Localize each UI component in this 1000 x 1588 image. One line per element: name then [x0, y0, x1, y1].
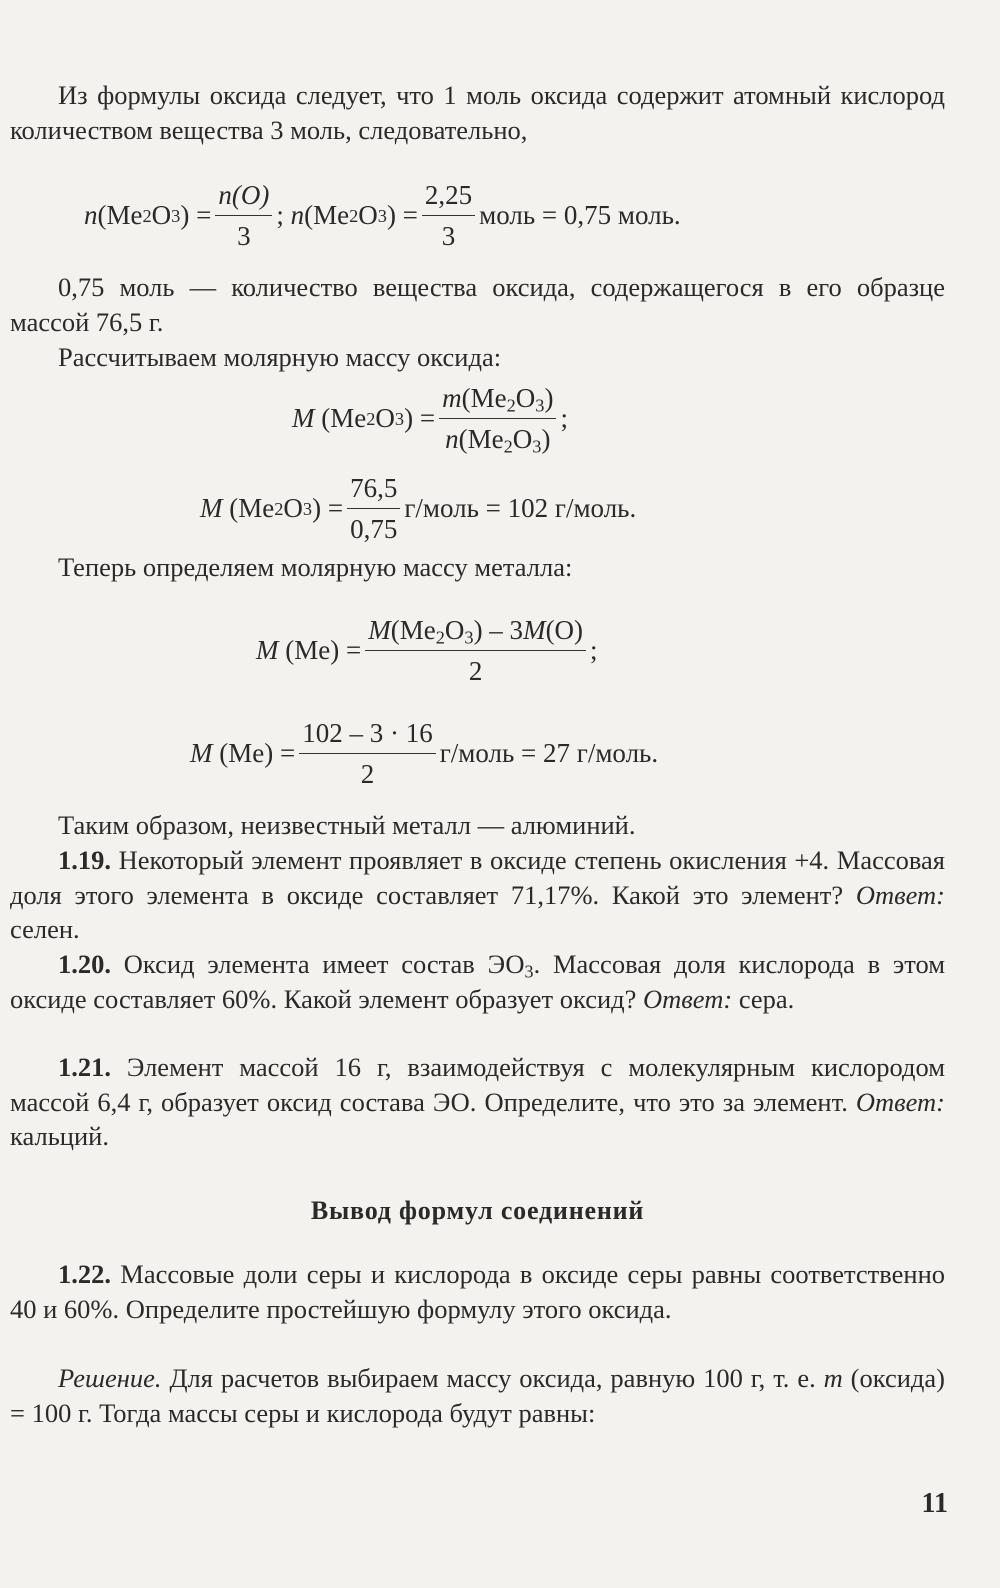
fraction-metal: $\frac{M(Me_2O_3) - 3M(O)}{2}$ [365, 612, 586, 689]
fraction-102: $\frac{102 - 3 \cdot 16}{2}$ [299, 715, 436, 792]
paragraph-intro: Из формулы оксида следует, что 1 моль оксида содержит атомный кислород количеством вещества 3 моль, следовательно, [10, 80, 945, 145]
fraction-2-25: $\frac{2,25}{3}$ [422, 177, 475, 254]
paragraph-moles-result: 0,75 моль — количество вещества оксида, содержащегося в его образце массой 76,5 г. [10, 272, 945, 337]
paragraph-molar-mass: Рассчитываем молярную массу оксида: [58, 342, 502, 372]
equation-metal-value: M (Me) = $\frac{102 - 3 \cdot 16}{2}$ г/моль = 27 г/моль. [190, 715, 658, 792]
task-1-22: 1.22. Массовые доли серы и кислорода в оксиде серы равны соответственно 40 и 60%. Определите простейшую формулу этого оксида. [10, 1259, 945, 1324]
equation-metal-formula: M (Me) = $\frac{M(Me_2O_3) - 3M(O)}{2}$ ; [256, 612, 598, 689]
task-1-19: 1.19. Некоторый элемент проявляет в оксиде степень окисления +4. Массовая доля этого элемента в оксиде составляет 71,17%. Какой это элемент? Ответ: селен. [10, 845, 945, 944]
section-heading: Вывод формул соединений [310, 1196, 645, 1225]
task-1-21: 1.21. Элемент массой 16 г, взаимодействуя с молекулярным кислородом массой 6,4 г, образует оксид состава ЭО. Определите, что это за элемент. Ответ: кальций. [10, 1052, 945, 1151]
fraction-76-5: $\frac{76,5}{0,75}$ [347, 470, 400, 547]
fraction-n-o: $\frac{n(O)}{3}$ [215, 177, 272, 254]
equation-molar-mass-formula: M (Me 2 O 3 ) = $\frac{m(Me_2O_3)}{n(Me_2O_3)}$ ; [292, 380, 568, 457]
paragraph-conclusion: Таким образом, неизвестный металл — алюминий. [58, 810, 636, 840]
task-1-20: 1.20. Оксид элемента имеет состав $ЭО_3$. Массовая доля кислорода в этом оксиде составляет 60%. Какой элемент образует оксид? Ответ: сера. [10, 949, 945, 1014]
equation-moles: n (Me 2 O 3 ) = $\frac{n(O)}{3}$ ; n (Me 2 O 3 ) = $\frac{2,25}{3}$ моль = 0,75 моль. [84, 177, 681, 254]
paragraph-solution: Решение. Для расчетов выбираем массу оксида, равную 100 г, т. е. m (оксида) = 100 г. Тогда массы серы и кислорода будут равны: [10, 1363, 945, 1428]
equation-molar-mass-value: M (Me 2 O 3 ) = $\frac{76,5}{0,75}$ г/моль = 102 г/моль. [200, 470, 636, 547]
fraction-m-over-n: $\frac{m(Me_2O_3)}{n(Me_2O_3)}$ [439, 380, 556, 457]
page-number: 11 [921, 1488, 948, 1519]
paragraph-metal-mass: Теперь определяем молярную массу металла: [58, 552, 573, 582]
